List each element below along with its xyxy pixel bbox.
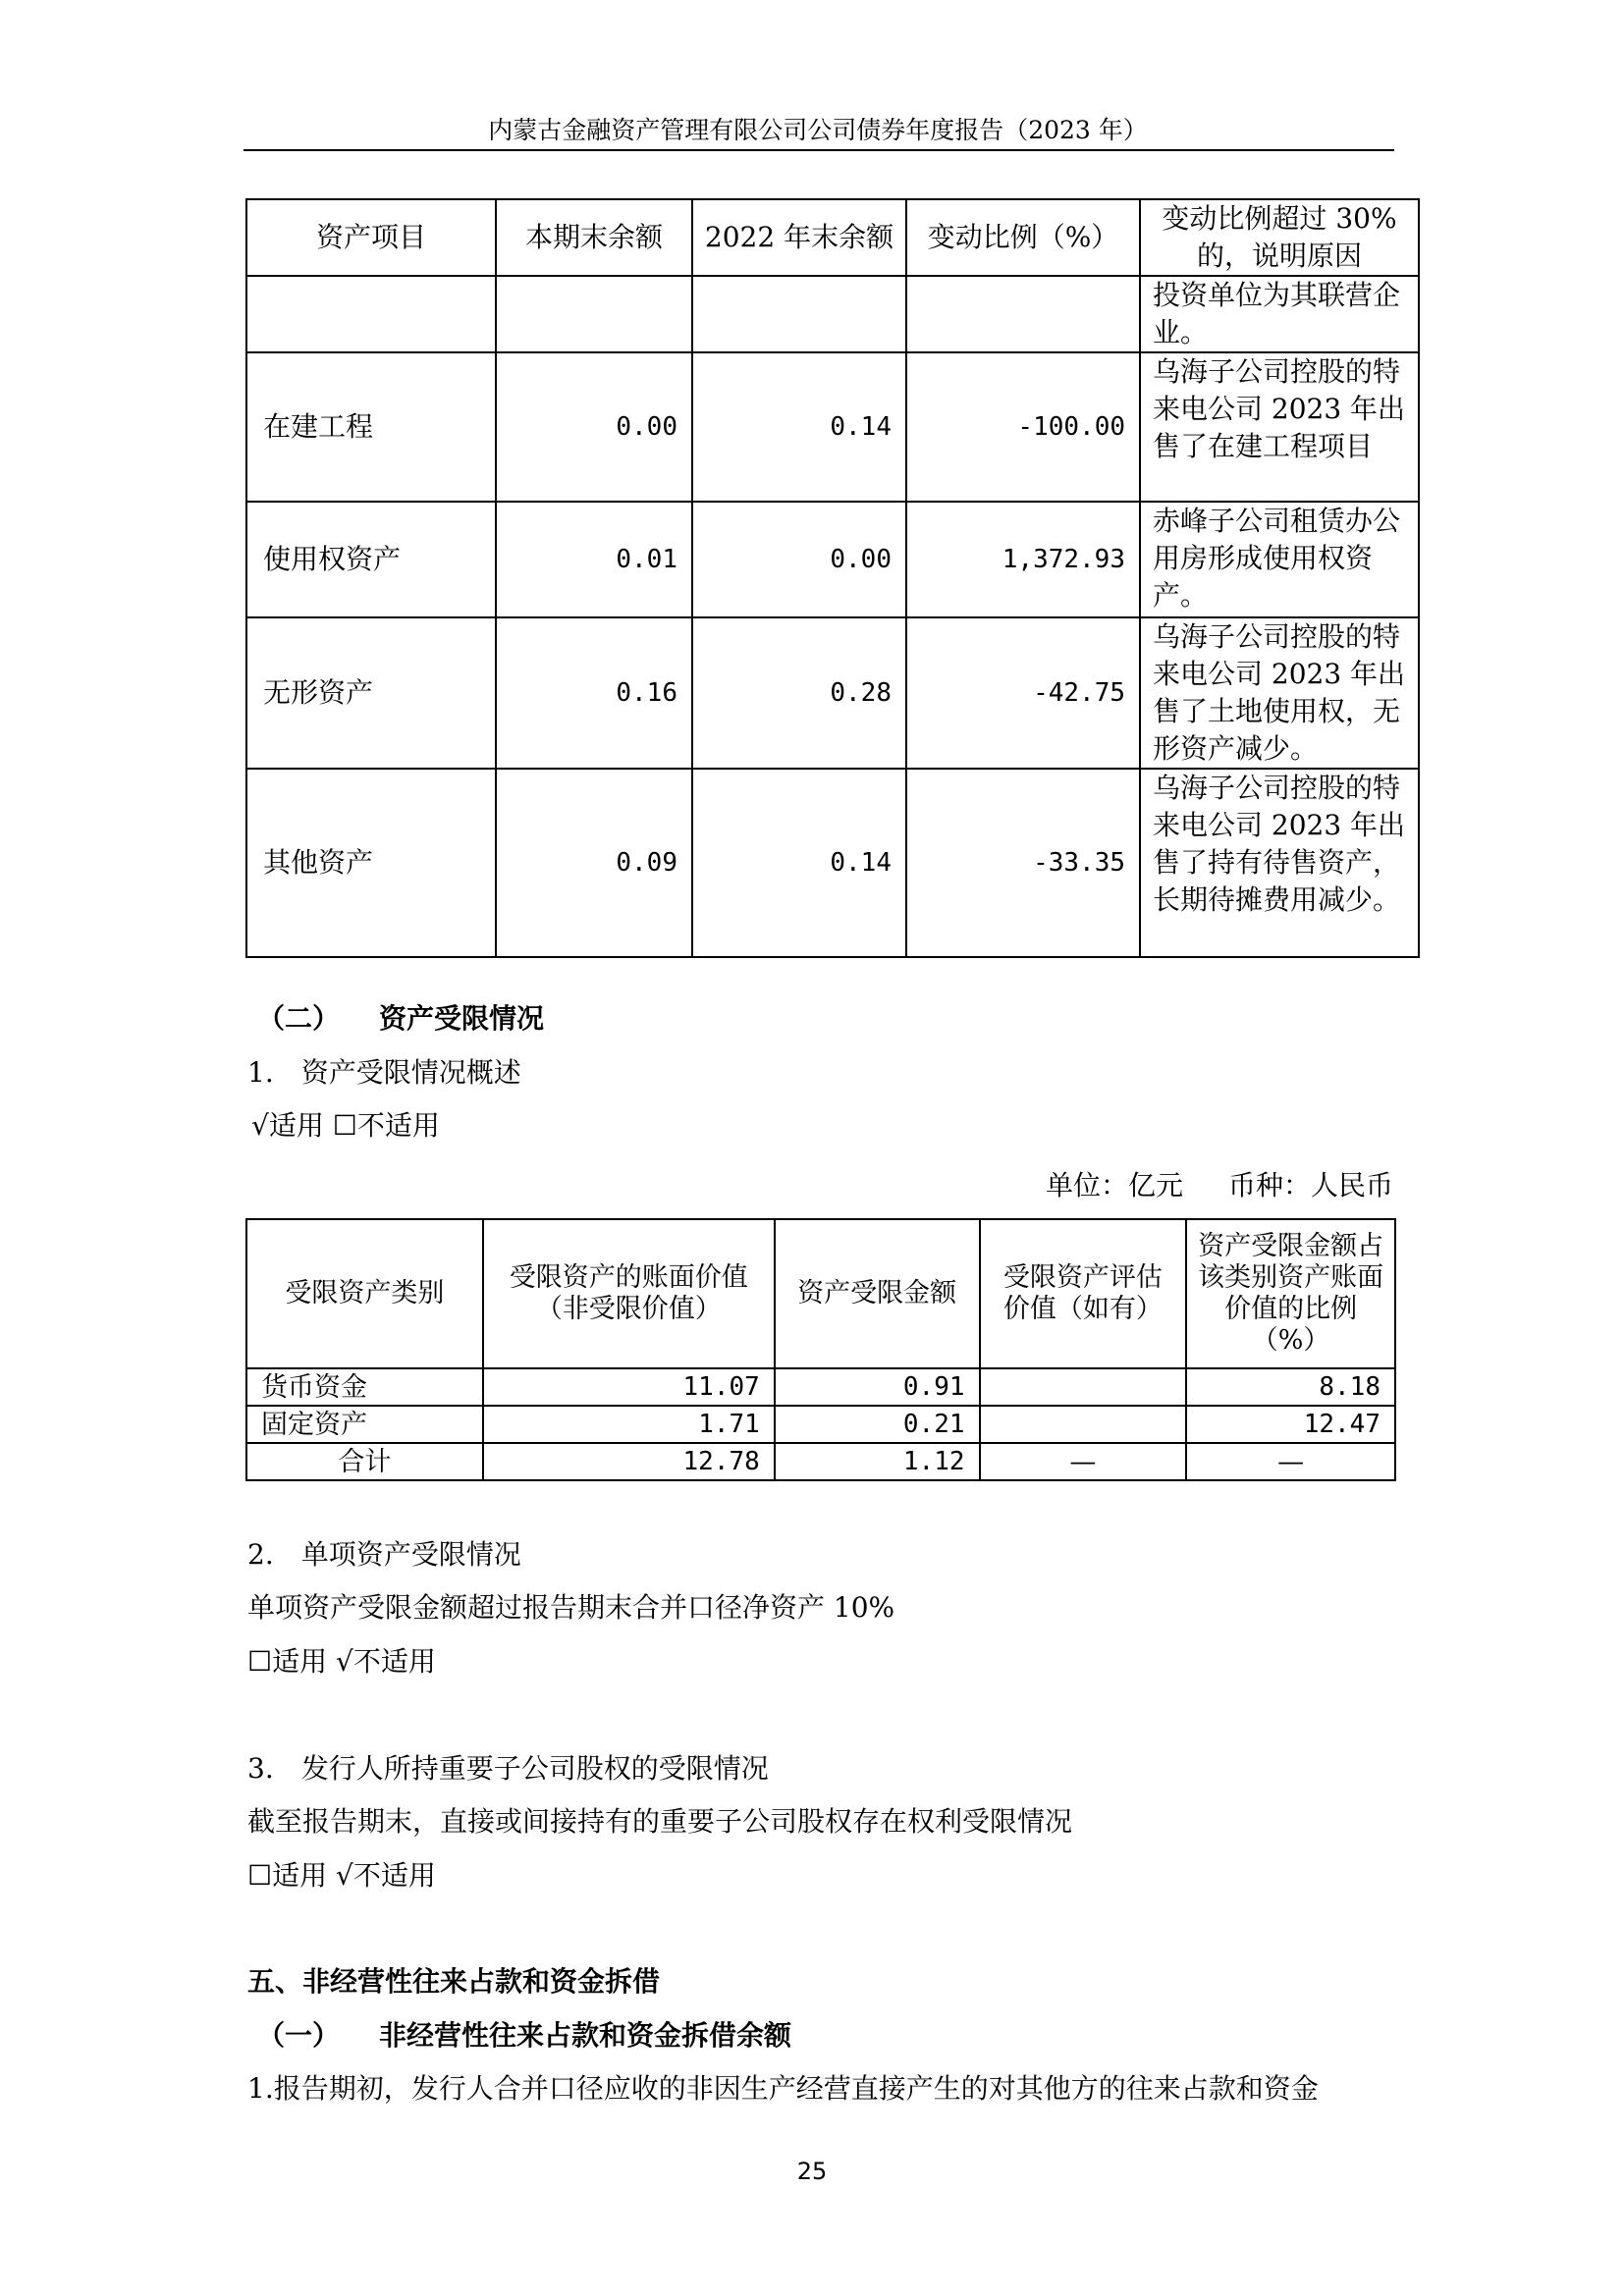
page-number: 25 xyxy=(796,2158,828,2185)
section5-subheading xyxy=(257,2016,791,2056)
unit-label: 单位：亿元 xyxy=(1045,1169,1183,1201)
total-book-value: 12.78 xyxy=(483,1443,775,1480)
current-balance: 0.16 xyxy=(496,617,692,769)
column-header: 受限资产的账面价值（非受限价值） xyxy=(483,1219,775,1368)
change-reason: 投资单位为其联营企业。 xyxy=(1140,276,1419,352)
subsection-number: （一） xyxy=(257,2019,341,2052)
change-reason: 乌海子公司控股的特来电公司 2023 年出售了在建工程项目 xyxy=(1140,352,1419,502)
item2-description: 单项资产受限金额超过报告期末合并口径净资产 10% xyxy=(247,1591,895,1624)
table-row xyxy=(246,1406,1395,1443)
unit-currency-line xyxy=(1046,1166,1393,1205)
current-balance: 0.00 xyxy=(496,352,692,502)
prior-balance: 0.28 xyxy=(692,617,906,769)
asset-item: 其他资产 xyxy=(246,769,496,957)
item2-title: 2. 单项资产受限情况 xyxy=(247,1538,521,1571)
prior-balance: 0.00 xyxy=(692,502,906,617)
item1-applicability: √适用 ☐不适用 xyxy=(251,1109,440,1142)
asset-item: 无形资产 xyxy=(246,617,496,769)
appraised-value xyxy=(980,1368,1187,1406)
total-appraised-value: — xyxy=(980,1443,1187,1480)
table-row xyxy=(246,352,1419,502)
table-total-row xyxy=(246,1443,1395,1480)
prior-balance xyxy=(692,276,906,352)
asset-category: 货币资金 xyxy=(246,1368,483,1406)
column-header: 资产受限金额 xyxy=(775,1219,980,1368)
item2-applicability: ☐适用 √不适用 xyxy=(247,1645,436,1678)
column-header: 资产项目 xyxy=(246,199,496,276)
total-ratio: — xyxy=(1186,1443,1395,1480)
current-balance: 0.09 xyxy=(496,769,692,957)
total-restricted-amount: 1.12 xyxy=(775,1443,980,1480)
item3-description: 截至报告期末，直接或间接持有的重要子公司股权存在权利受限情况 xyxy=(247,1805,1073,1838)
change-reason: 乌海子公司控股的特来电公司 2023 年出售了持有待售资产，长期待摊费用减少。 xyxy=(1140,769,1419,957)
item1-title: 1. 资产受限情况概述 xyxy=(247,1056,521,1089)
asset-item xyxy=(246,276,496,352)
table-row xyxy=(246,502,1419,617)
total-label: 合计 xyxy=(246,1443,483,1480)
header-divider xyxy=(244,149,1394,151)
asset-item: 使用权资产 xyxy=(246,502,496,617)
book-value: 1.71 xyxy=(483,1406,775,1443)
page-header: 内蒙古金融资产管理有限公司公司债券年度报告（2023 年） xyxy=(488,116,1148,144)
column-header: 变动比例超过 30%的，说明原因 xyxy=(1140,199,1419,276)
section-title: 资产受限情况 xyxy=(379,1002,545,1035)
restricted-amount: 0.91 xyxy=(775,1368,980,1406)
section-number: （二） xyxy=(257,1002,341,1035)
change-ratio xyxy=(906,276,1140,352)
column-header: 受限资产类别 xyxy=(246,1219,483,1368)
item3-applicability: ☐适用 √不适用 xyxy=(247,1859,436,1892)
table-row xyxy=(246,276,1419,352)
column-header: 变动比例（%） xyxy=(906,199,1140,276)
section5-heading: 五、非经营性往来占款和资金拆借 xyxy=(247,1965,661,1998)
change-ratio: 1,372.93 xyxy=(906,502,1140,617)
table-row xyxy=(246,769,1419,957)
asset-item: 在建工程 xyxy=(246,352,496,502)
section-heading-restricted xyxy=(257,999,544,1039)
restricted-ratio: 8.18 xyxy=(1186,1368,1395,1406)
asset-category: 固定资产 xyxy=(246,1406,483,1443)
book-value: 11.07 xyxy=(483,1368,775,1406)
current-balance: 0.01 xyxy=(496,502,692,617)
section5-paragraph: 1.报告期初，发行人合并口径应收的非因生产经营直接产生的对其他方的往来占款和资金 xyxy=(247,2072,1319,2105)
currency-label: 币种：人民币 xyxy=(1227,1169,1393,1201)
change-ratio: -33.35 xyxy=(906,769,1140,957)
prior-balance: 0.14 xyxy=(692,352,906,502)
column-header: 2022 年末余额 xyxy=(692,199,906,276)
change-ratio: -42.75 xyxy=(906,617,1140,769)
current-balance xyxy=(496,276,692,352)
change-reason: 乌海子公司控股的特来电公司 2023 年出售了土地使用权，无形资产减少。 xyxy=(1140,617,1419,769)
table-header-row xyxy=(246,199,1419,276)
column-header: 受限资产评估价值（如有） xyxy=(980,1219,1187,1368)
table-row xyxy=(246,1368,1395,1406)
restricted-amount: 0.21 xyxy=(775,1406,980,1443)
item3-title: 3. 发行人所持重要子公司股权的受限情况 xyxy=(247,1752,769,1785)
restricted-assets-table xyxy=(245,1218,1396,1481)
change-reason: 赤峰子公司租赁办公用房形成使用权资产。 xyxy=(1140,502,1419,617)
column-header: 资产受限金额占该类别资产账面价值的比例（%） xyxy=(1186,1219,1395,1368)
table-row xyxy=(246,617,1419,769)
change-ratio: -100.00 xyxy=(906,352,1140,502)
column-header: 本期末余额 xyxy=(496,199,692,276)
asset-change-table xyxy=(245,198,1420,958)
restricted-ratio: 12.47 xyxy=(1186,1406,1395,1443)
appraised-value xyxy=(980,1406,1187,1443)
subsection-title: 非经营性往来占款和资金拆借余额 xyxy=(379,2019,792,2052)
prior-balance: 0.14 xyxy=(692,769,906,957)
table-header-row xyxy=(246,1219,1395,1368)
